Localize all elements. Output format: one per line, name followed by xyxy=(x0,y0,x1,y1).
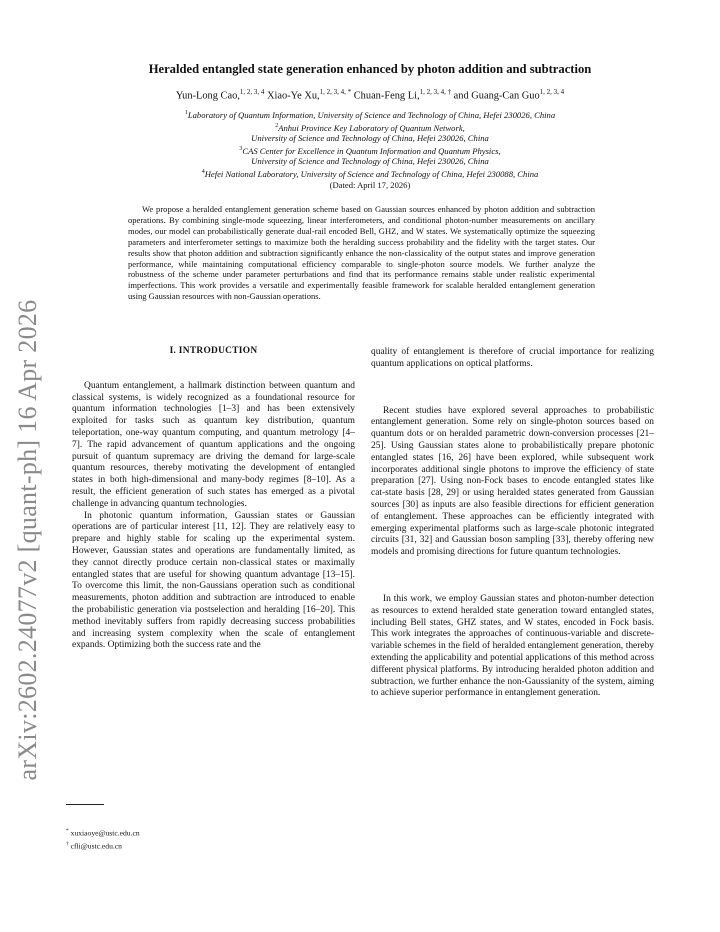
author-affiliation-marks: 1, 2, 3, 4 xyxy=(239,88,265,96)
paragraph: In photonic quantum information, Gaussian states or Gaussian operations are of particular interest [11, 12]. They are relatively easy to prepare and highly stable for scaling up the experimental system. However, Gaussian states and operations are fundamentally limited, as they cannot directly produce certain non-classical states or maximally entangled states that are useful for showing quantum advantage [13–15]. To overcome this limit, the non-Gaussians operation such as conditional measurements, photon addition and subtraction are introduced to enable the probabilistic generation via postselection and heralding [16–20]. This method inevitably suffers from rapidly decreasing success probabilities and increasing system complexity when the scale of entanglement expands. Optimizing both the success rate and the xyxy=(72,510,355,651)
footnote xyxy=(66,839,140,852)
affiliation-line xyxy=(70,108,670,121)
author-name: Yun-Long Cao, xyxy=(175,90,240,102)
affiliation-text: University of Science and Technology of China, Hefei 230026, China xyxy=(251,156,489,167)
affiliation-line xyxy=(70,156,670,167)
footnote xyxy=(66,826,140,839)
paragraph: Recent studies have explored several approaches to probabilistic entanglement generation. Some rely on single-photon sources based on quantum dots or on heralded parametric down-conversion processes [21–25]. Using Gaussian states alone to probabilistically prepare photonic entangled states [16, 26] have been explored, while subsequent work incorporates additional single photons to improve the efficiency of state preparation [27]. Using non-Fock bases to encode entangled states like cat-state basis [28, 29] or using heralded states generated from Gaussian sources [30] as inputs are also feasible directions for efficient generation of entanglement. These approaches can be efficiently integrated with emerging experimental platforms such as large-scale photonic integrated circuits [31, 32] and Gaussian boson sampling [33], thereby offering new models and promising directions for future quantum technologies. xyxy=(371,405,654,558)
author-affiliation-marks: 1, 2, 3, 4 xyxy=(539,88,565,96)
affiliation-line xyxy=(70,167,670,180)
affiliation-number: 4 xyxy=(201,169,205,176)
footnote-email[interactable]: cfli@ustc.edu.cn xyxy=(70,841,122,851)
paragraph: quality of entanglement is therefore of crucial importance for realizing quantum applications on optical platforms. xyxy=(371,347,654,369)
affiliation-number: 2 xyxy=(275,122,279,129)
arxiv-identifier[interactable]: arXiv:2602.24077v2 [quant-ph] 16 Apr 2026 xyxy=(13,299,42,781)
affiliation-line xyxy=(70,144,670,157)
footnote-email[interactable]: xuxiaoye@ustc.edu.cn xyxy=(70,828,140,838)
affiliation-text: CAS Center for Excellence in Quantum Information and Quantum Physics, xyxy=(242,145,501,156)
abstract: We propose a heralded entanglement generation scheme based on Gaussian sources enhanced by photon addition and subtraction operations. By combining single-mode squeezing, linear interferometers, and conditional photon-number measurements on ancillary modes, our model can probabilistically generate dual-rail encoded Bell, GHZ, and W states. We systematically optimize the squeezing parameters and interferometer settings to maximize both the heralding success probability and the fidelity with the target states. Our results show that photon addition and subtraction significantly enhance the non-classicality of the output states and improve generation performance, while maintaining computational efficiency comparable to single-photon source models. We further analyze the robustness of the scheme under parameter perturbations and find that its performance remains stable under realistic experimental imperfections. This work provides a versatile and experimentally feasible framework for scalable heralded entanglement generation using Gaussian resources with non-Gaussian operations. xyxy=(128,204,595,302)
author-affiliation-marks: 1, 2, 3, 4, † xyxy=(419,88,452,96)
date-line: (Dated: April 17, 2026) xyxy=(329,179,411,190)
paragraph: In this work, we employ Gaussian states and photon-number detection as resources to extend heralded state generation toward entangled states, including Bell states, GHZ states, and W states, encoded in Fock basis. This work integrates the approaches of continuous-variable and discrete-variable schemes in the field of heralded entanglement generation, thereby extending the applicability and potential applications of this method across different physical platforms. By introducing heralded photon addition and subtraction, we further enhance the non-Gaussianity of the system, aiming to achieve superior performance in entanglement generation. xyxy=(371,593,654,699)
footnotes xyxy=(66,826,140,851)
affiliation-line xyxy=(70,133,670,144)
affiliation-number: 3 xyxy=(239,145,243,152)
footnote-mark: † xyxy=(66,840,69,847)
author-name: Xiao-Ye Xu, xyxy=(267,90,320,102)
affiliation-number: 1 xyxy=(184,110,188,116)
paragraph: Quantum entanglement, a hallmark distinction between quantum and classical systems, is widely recognized as a foundational resource for quantum information technologies [1–3] and has been extensively exploited for tasks such as quantum key distribution, quantum teleportation, one-way quantum computing, and quantum metrology [4–7]. The rapid advancement of quantum applications and the ongoing pursuit of quantum supremacy are driving the demand for large-scale quantum resources, thereby motivating the development of entangled states in both high-dimensional and many-body regimes [8–10]. As a result, the efficient generation of such states has emerged as a pivotal challenge in advancing quantum technologies. xyxy=(72,380,355,509)
right-column xyxy=(371,347,654,700)
paper-title: Heralded entangled state generation enhanced by photon addition and subtraction xyxy=(148,62,592,76)
author-name: Chuan-Feng Li, xyxy=(353,90,420,102)
affiliation-text: Laboratory of Quantum Information, University of Science and Technology of China, Hefei 230026, China xyxy=(187,109,556,120)
affiliation-block xyxy=(70,108,670,190)
section-heading: I. INTRODUCTION xyxy=(169,346,258,356)
affiliation-text: Hefei National Laboratory, University of Science and Technology of China, Hefei 230088, China xyxy=(204,168,539,179)
author-list xyxy=(60,88,680,101)
affiliation-text: University of Science and Technology of China, Hefei 230026, China xyxy=(251,133,489,144)
footnote-rule xyxy=(66,804,104,805)
author-affiliation-marks: 1, 2, 3, 4, * xyxy=(319,88,352,96)
affiliation-text: Anhui Province Key Laboratory of Quantum Network, xyxy=(278,122,465,133)
left-column xyxy=(72,346,355,652)
affiliation-line xyxy=(70,121,670,134)
author-name: and Guang-Can Guo xyxy=(453,90,540,102)
footnote-mark: * xyxy=(66,828,69,834)
